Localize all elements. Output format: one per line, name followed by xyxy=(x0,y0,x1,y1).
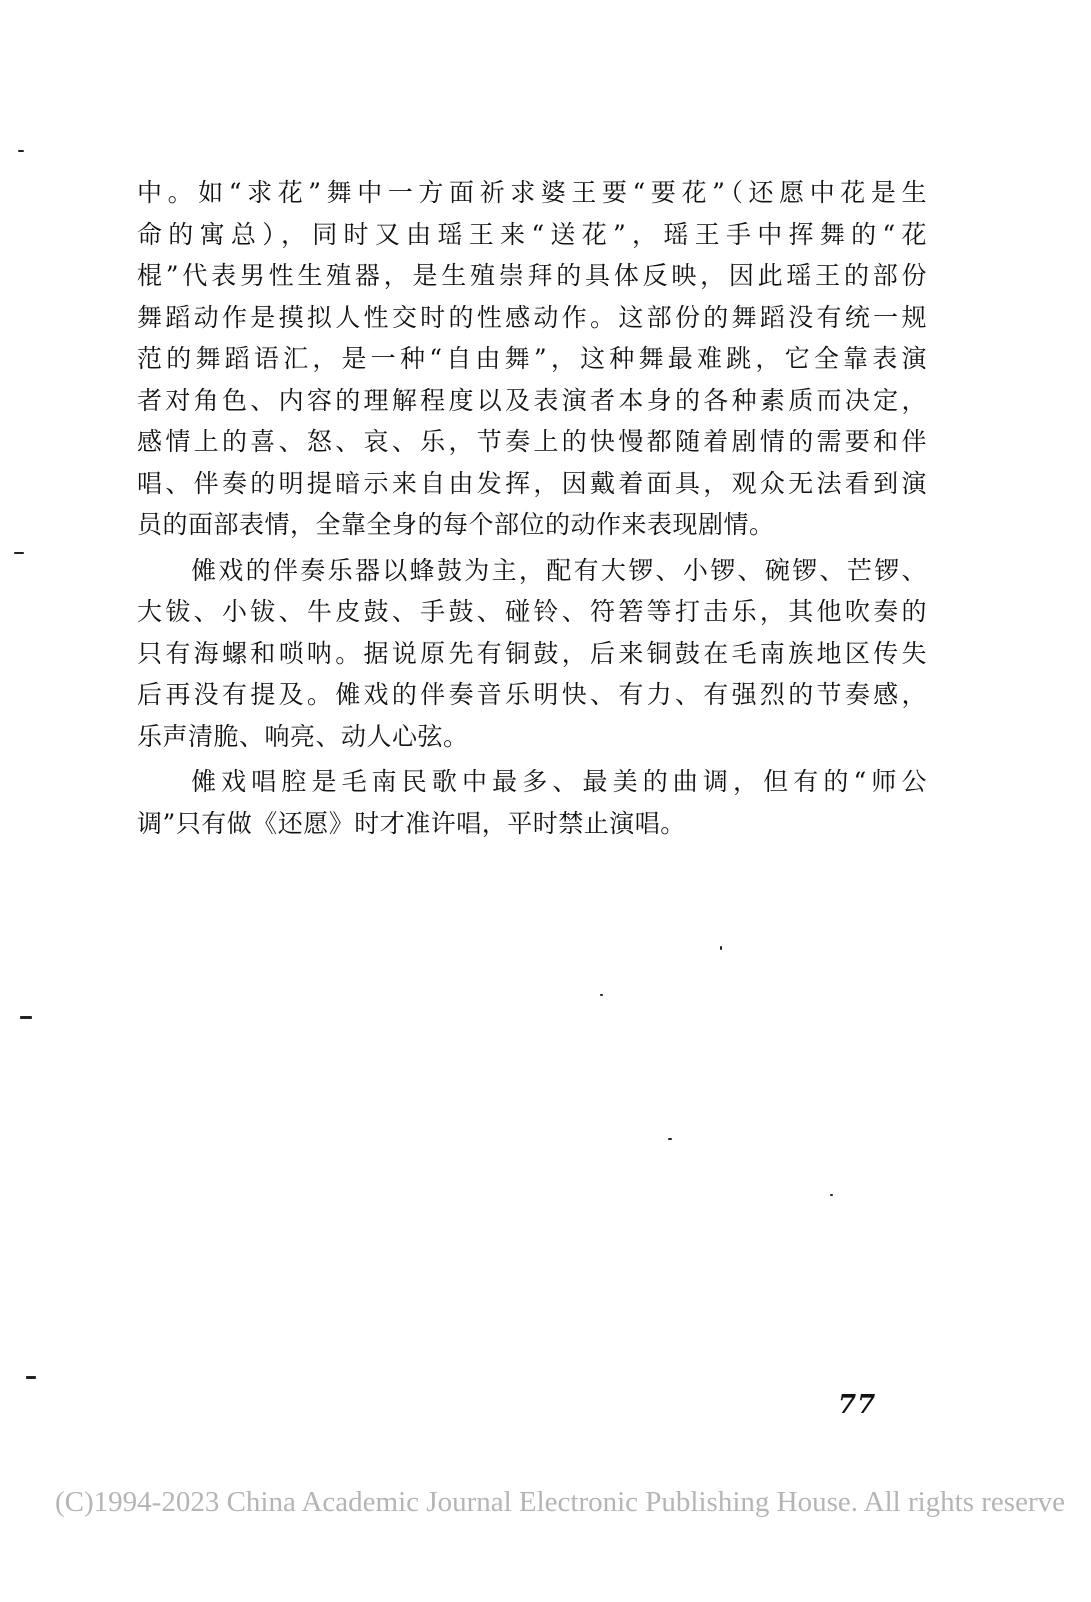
text-line: 调”只有做《还愿》时才准许唱，平时禁止演唱。 xyxy=(137,808,686,838)
text-line: 舞蹈动作是摸拟人性交时的性感动作。这部份的舞蹈没有统一规 xyxy=(137,302,927,332)
text-line: 棍”代表男性生殖器，是生殖崇拜的具体反映，因此瑶王的部份 xyxy=(137,261,927,290)
copyright-notice: (C)1994-2023 China Academic Journal Electronic Publishing House. All rights reserve xyxy=(55,1486,1065,1518)
text-line: 命的寓总），同时又由瑶王来“送花”，瑶王手中挥舞的“花 xyxy=(137,219,927,249)
scan-mark xyxy=(26,1376,36,1379)
scan-mark xyxy=(20,1016,32,1019)
page-number: 77 xyxy=(838,1390,877,1420)
text-line: 范的舞蹈语汇，是一种“自由舞”，这种舞最难跳，它全靠表演 xyxy=(137,344,927,373)
text-line: 大钹、小钹、牛皮鼓、手鼓、碰铃、符箬等打击乐，其他吹奏的 xyxy=(137,597,927,626)
text-line: 后再没有提及。傩戏的伴奏音乐明快、有力、有强烈的节奏感， xyxy=(137,680,927,709)
text-line: 中。如“求花”舞中一方面祈求婆王要“要花”（还愿中花是生 xyxy=(137,178,927,207)
body-text xyxy=(137,172,927,844)
text-line: 只有海螺和唢呐。据说原先有铜鼓，后来铜鼓在毛南族地区传失 xyxy=(137,638,927,668)
paragraph xyxy=(137,550,927,758)
text-line: 傩戏的伴奏乐器以蜂鼓为主，配有大锣、小锣、碗锣、芒锣、 xyxy=(191,555,927,585)
text-line: 员的面部表情，全靠全身的每个部位的动作来表现剧情。 xyxy=(137,510,775,539)
scan-mark xyxy=(18,150,24,152)
scan-mark xyxy=(720,946,722,950)
paragraph xyxy=(137,172,927,546)
scan-mark xyxy=(668,1138,672,1140)
text-line: 者对角色、内容的理解程度以及表演者本身的各种素质而决定， xyxy=(137,385,927,415)
text-line: 乐声清脆、响亮、动人心弦。 xyxy=(137,721,469,751)
scan-mark xyxy=(14,552,24,554)
scan-mark xyxy=(830,1194,833,1196)
text-line: 唱、伴奏的明提暗示来自由发挥，因戴着面具，观众无法看到演 xyxy=(137,468,927,498)
text-line: 傩戏唱腔是毛南民歌中最多、最美的曲调，但有的“师公 xyxy=(191,767,927,796)
scan-mark xyxy=(600,994,603,996)
text-line: 感情上的喜、怒、哀、乐，节奏上的快慢都随着剧情的需要和伴 xyxy=(137,427,927,456)
paragraph xyxy=(137,761,927,844)
